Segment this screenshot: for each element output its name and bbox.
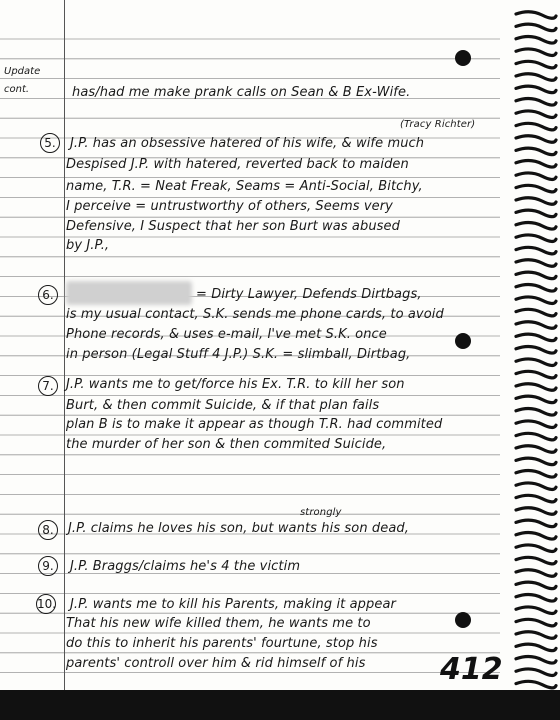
spiral-coil [516,545,556,552]
text-line: in person (Legal Stuff 4 J.P.) S.K. = slimball, Dirtbag, [66,347,411,362]
spiral-coil [516,74,556,81]
spiral-coil [516,508,556,515]
spiral-coil [516,148,556,155]
spiral-coil [516,247,556,254]
spiral-coil [516,173,556,180]
spiral-coil [516,582,556,589]
item-number: 6. [38,285,58,305]
text-line: is my usual contact, S.K. sends me phone cards, to avoid [66,307,444,322]
spiral-coil [516,24,556,31]
spiral-coil [516,285,556,292]
spiral-coil [516,533,556,540]
text-line: Phone records, & uses e-mail, I've met S.K. once [66,327,387,342]
spiral-coil [516,607,556,614]
spiral-coil [516,123,556,130]
spiral-coil [516,297,556,304]
spiral-coil [516,644,556,651]
item-number: 10. [36,594,56,614]
text-line: name, T.R. = Neat Freak, Seams = Anti-Social, Bitchy, [66,179,423,194]
spiral-coil [516,347,556,354]
spiral-coil [516,471,556,478]
spiral-coil [516,334,556,341]
spiral-coil [516,446,556,453]
spiral-coil [516,396,556,403]
margin-line [64,0,65,690]
margin-note-update: Update [4,66,41,77]
text-line: = Dirty Lawyer, Defends Dirtbags, [196,287,422,302]
spiral-coil [516,359,556,366]
text-line: plan B is to make it appear as though T.R. had commited [66,417,443,432]
spiral-coil [516,198,556,205]
spiral-coil [516,632,556,639]
punch-hole [455,50,471,66]
spiral-coil [516,136,556,143]
spiral-binding [512,0,560,690]
spiral-coil [516,384,556,391]
spiral-coil [516,657,556,664]
spiral-coil [516,371,556,378]
text-line: Defensive, I Suspect that her son Burt was abused [66,219,400,234]
spiral-coil [516,595,556,602]
text-line: J.P. has an obsessive hatered of his wife, & wife much [70,136,425,151]
annotation-strongly: strongly [300,507,342,518]
punch-hole [455,333,471,349]
spiral-coil [516,458,556,465]
redacted-name [66,281,192,305]
scan-border [0,690,560,720]
item-number: 5. [40,133,60,153]
spiral-coil [516,433,556,440]
spiral-coil [516,12,556,19]
item-number: 8. [38,520,58,540]
text-line: parents' controll over him & rid himself of his [66,656,366,671]
spiral-coil [516,235,556,242]
spiral-coil [516,557,556,564]
spiral-coil [516,495,556,502]
punch-hole [455,612,471,628]
item-number: 7. [38,376,58,396]
spiral-coil [516,483,556,490]
spiral-coil [516,223,556,230]
text-line: That his new wife killed them, he wants me to [66,616,371,631]
spiral-coil [516,309,556,316]
spiral-coil [516,570,556,577]
text-line: has/had me make prank calls on Sean & B Ex-Wife. [72,85,411,100]
spiral-coil [516,86,556,93]
spiral-coil [516,111,556,118]
spiral-coil [516,681,556,688]
text-line: by J.P., [66,238,110,253]
text-line: J.P. Braggs/claims he's 4 the victim [70,559,301,574]
spiral-coil [516,185,556,192]
spiral-coil [516,520,556,527]
spiral-coil [516,322,556,329]
text-line: Burt, & then commit Suicide, & if that plan fails [66,398,380,413]
spiral-coil [516,61,556,68]
item-number: 9. [38,556,58,576]
text-line: J.P. wants me to get/force his Ex. T.R. to kill her son [66,377,405,392]
page-number: 412 [440,652,503,687]
spiral-coil [516,210,556,217]
spiral-coil [516,619,556,626]
text-line: Despised J.P. with hatered, reverted back to maiden [66,157,409,172]
spiral-coil [516,161,556,168]
text-line: do this to inherit his parents' fourtune, stop his [66,636,378,651]
text-line: I perceive = untrustworthy of others, Seems very [66,199,393,214]
spiral-coil [516,99,556,106]
spiral-coil [516,49,556,56]
annotation-name: (Tracy Richter) [400,119,476,130]
spiral-coil [516,409,556,416]
spiral-coil [516,272,556,279]
text-line: J.P. claims he loves his son, but wants his son dead, [68,521,410,536]
spiral-coil [516,260,556,267]
text-line: J.P. wants me to kill his Parents, making it appear [70,597,396,612]
margin-note-cont: cont. [4,84,30,95]
spiral-coil [516,669,556,676]
spiral-coil [516,421,556,428]
text-line: the murder of her son & then commited Suicide, [66,437,387,452]
spiral-coil [516,37,556,44]
